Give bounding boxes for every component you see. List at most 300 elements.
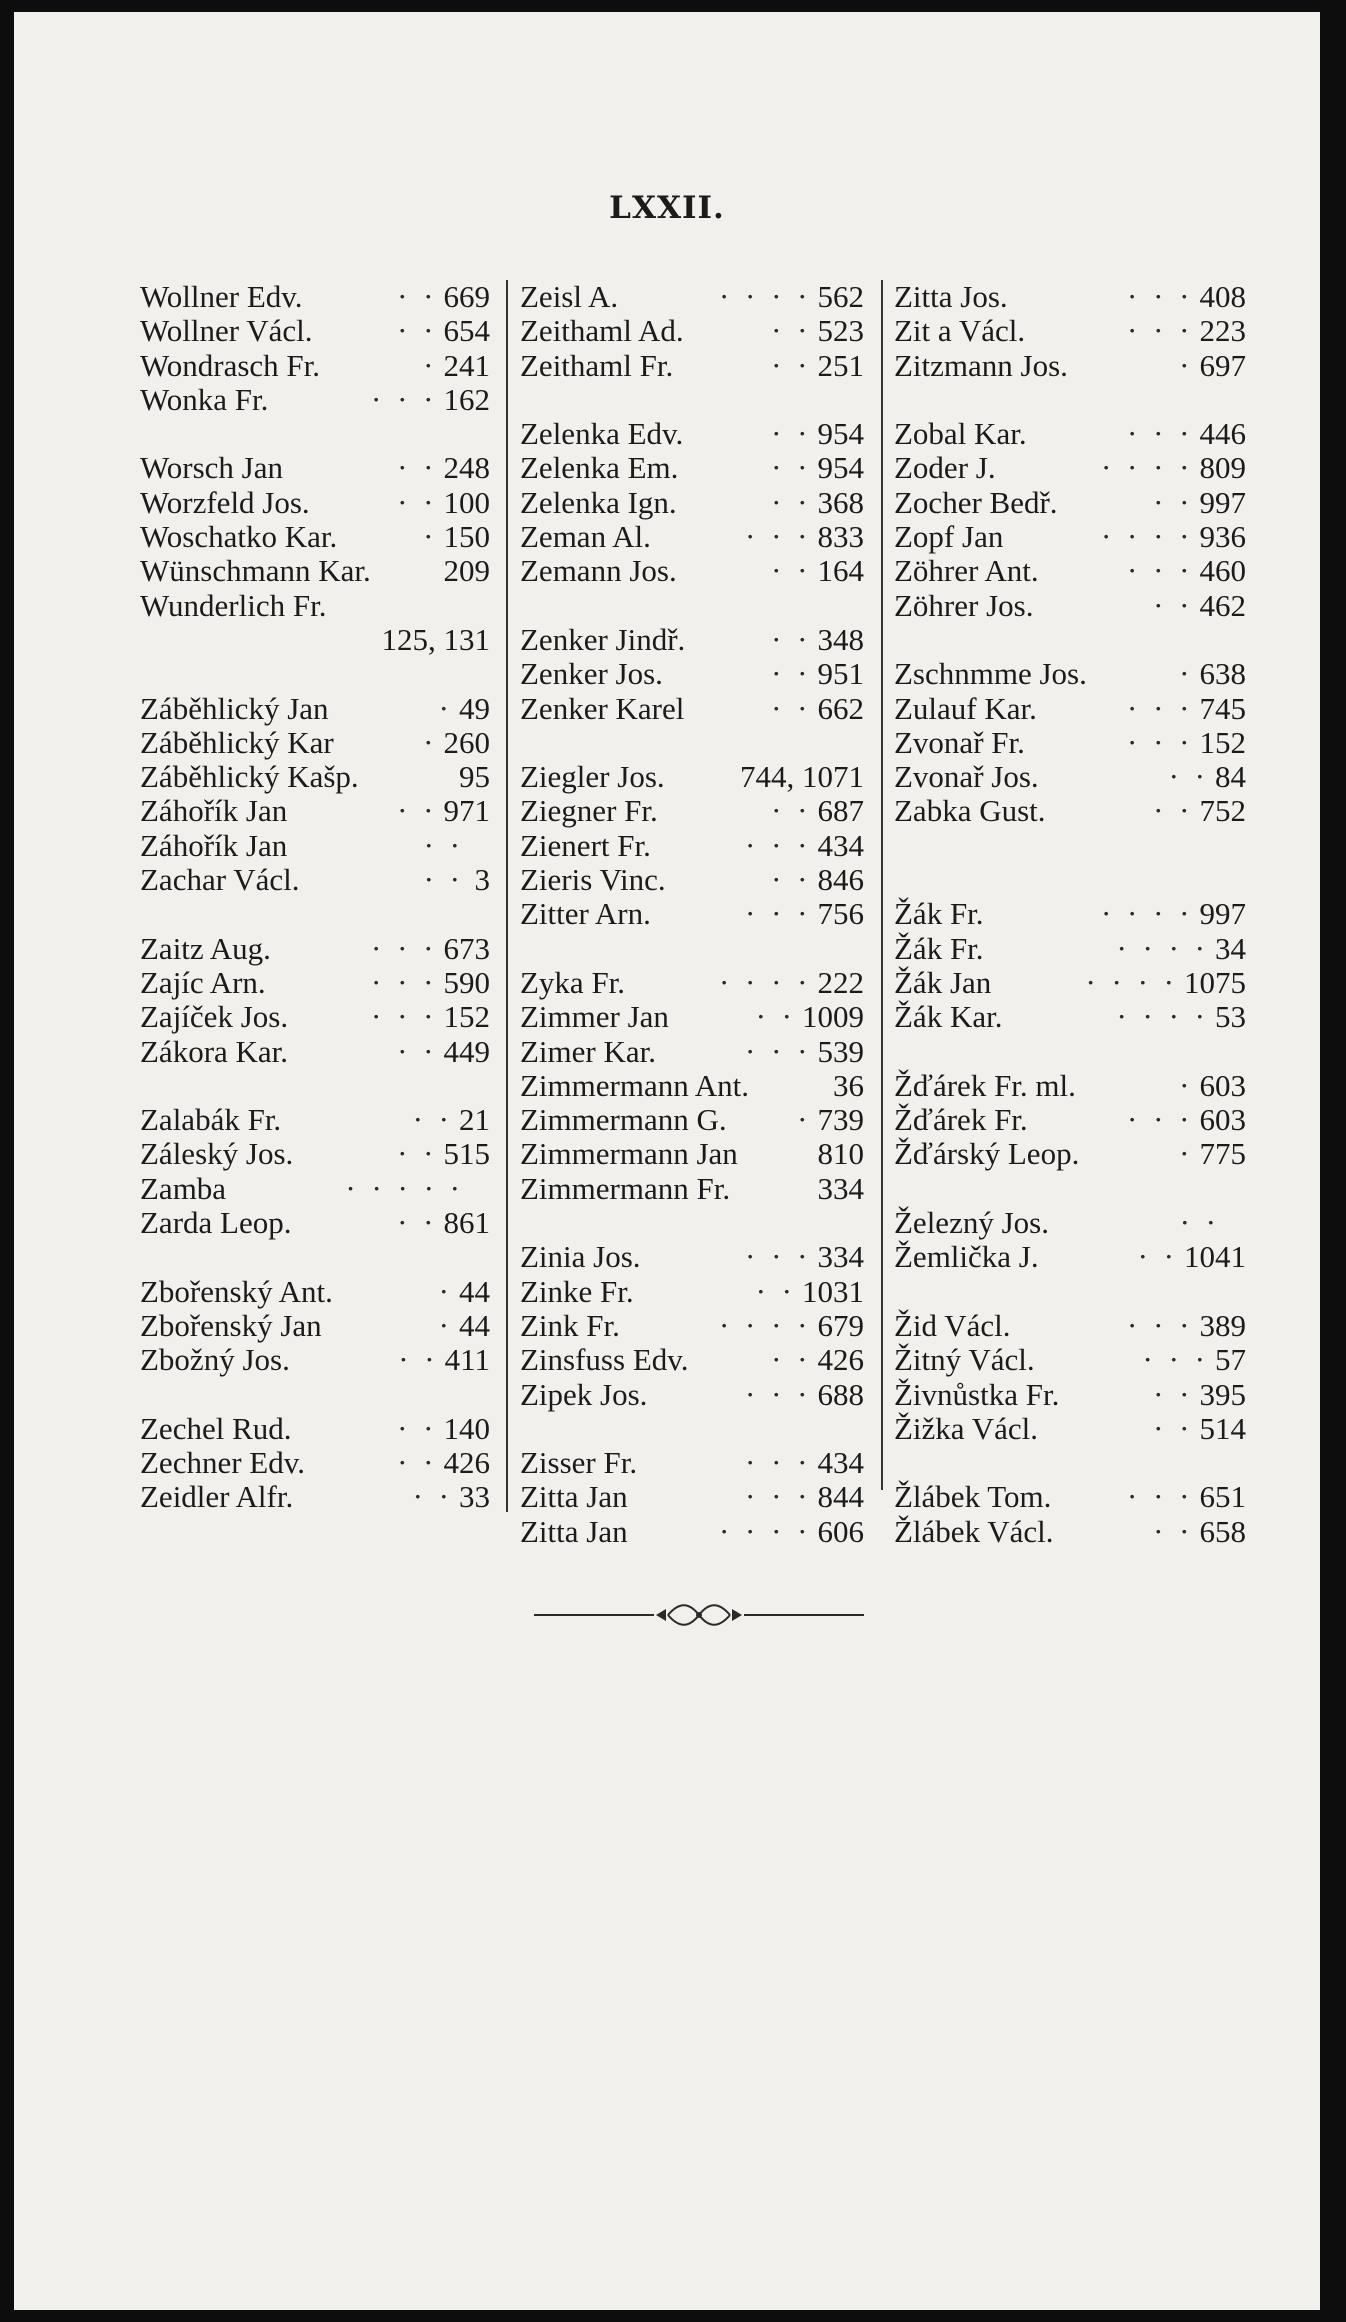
entry-leader-dots [730,1172,817,1206]
entry-leader-dots: · [1179,657,1194,692]
entry-page-number: 752 [1199,793,1246,829]
entry-name: Zobal Kar. [894,417,1027,452]
entry-name: Worsch Jan [140,451,283,486]
index-entry [520,1103,864,1137]
entry-leader-dots: · · [771,485,812,520]
entry-name: Zamba [140,1171,227,1206]
entry-page-number: 514 [1199,1410,1246,1446]
entry-page-number: 21 [459,1102,490,1138]
index-entry [520,520,864,554]
entry-leader-dots [520,589,844,623]
entry-page-number: 688 [817,1376,864,1412]
entry-name: Zitter Arn. [520,897,651,932]
entry-page-number: 84 [1215,759,1246,795]
entry-page-number [470,829,490,863]
entry-name: Zeman Al. [520,520,651,555]
entry-page-number: 673 [443,930,490,966]
entry-page-number [1226,1275,1246,1309]
entry-leader-dots [520,383,844,417]
entry-leader-dots: · · · [1127,314,1194,349]
entry-page-number [470,589,490,623]
entry-name: Zbožný Jos. [140,1343,290,1378]
entry-name: Wollner Václ. [140,314,313,349]
index-entry [894,1309,1246,1343]
index-entry [894,486,1246,520]
index-entry [520,794,864,828]
entry-leader-dots [140,1378,470,1412]
entry-page-number: 844 [817,1479,864,1515]
index-entry [894,280,1246,314]
index-entry [140,966,490,1000]
entry-name: Wünschmann Kar. [140,554,371,589]
index-entry [894,314,1246,348]
entry-name: Žák Fr. [894,897,984,932]
entry-name: Zenker Jindř. [520,622,686,657]
index-entry [520,1000,864,1034]
entry-page-number: 150 [443,519,490,555]
entry-name: Zulauf Kar. [894,691,1037,726]
column-divider-1 [506,280,508,1512]
index-entry [140,1275,490,1309]
index-entry [140,623,490,657]
entry-page-number: 95 [459,759,490,795]
entry-leader-dots: · · [397,485,438,520]
entry-name: Zitta Jan [520,1480,628,1515]
entry-name: Zimmermann Jan [520,1137,738,1172]
entry-name: Zisser Fr. [520,1446,638,1481]
entry-page-number: 260 [443,724,490,760]
index-entry [520,1240,864,1274]
entry-name: Zachar Václ. [140,863,300,898]
entry-page-number: 745 [1199,690,1246,726]
entry-name: Zitta Jos. [894,280,1008,314]
entry-name: Zit a Václ. [894,314,1026,349]
entry-leader-dots: · [1179,348,1194,383]
index-entry [894,451,1246,485]
entry-leader-dots: · · · · [718,965,812,1000]
entry-leader-dots: · · [423,828,464,863]
entry-page-number [1226,1446,1246,1480]
entry-page-number [844,726,864,760]
entry-leader-dots: · · [771,451,812,486]
entry-name: Žák Fr. [894,931,984,966]
entry-name: Žďárský Leop. [894,1137,1080,1172]
index-entry [520,451,864,485]
entry-page-number [844,932,864,966]
entry-name: Zenker Karel [520,691,685,726]
entry-leader-dots: · · [771,657,812,692]
index-entry [894,520,1246,554]
entry-name: Žďárek Fr. ml. [894,1068,1076,1103]
entry-leader-dots: · · · · [1116,931,1209,966]
entry-name: Zeithaml Fr. [520,348,674,383]
entry-leader-dots: · · [1153,1377,1194,1412]
entry-page-number: 697 [1199,347,1246,383]
entry-page-number: 36 [833,1067,864,1103]
index-entry [140,280,490,314]
entry-page-number [1226,1172,1246,1206]
index-entry [520,1069,864,1103]
entry-page-number: 951 [817,656,864,692]
entry-leader-dots: · · · [1127,1308,1194,1343]
entry-name: Zalabák Fr. [140,1103,282,1138]
index-entry [894,1275,1246,1309]
entry-page-number: 809 [1199,450,1246,486]
entry-leader-dots: · · · · [1116,1000,1209,1035]
index-entry [894,657,1246,691]
index-entry [894,589,1246,623]
index-entry [140,314,490,348]
entry-page-number [470,417,490,451]
entry-leader-dots: · · [398,1343,439,1378]
entry-page-number [844,1206,864,1240]
index-entry [520,692,864,726]
entry-leader-dots: · · [412,1480,453,1515]
index-entry [894,1137,1246,1171]
entry-name: Zinsfuss Edv. [520,1343,689,1378]
entry-leader-dots: · · [1137,1240,1178,1275]
entry-page-number: 100 [443,484,490,520]
index-entry [140,349,490,383]
entry-leader-dots: · [423,725,438,760]
index-entry [520,966,864,1000]
entry-name: Žlábek Tom. [894,1480,1052,1515]
entry-leader-dots [140,1240,470,1274]
entry-page-number: 861 [443,1205,490,1241]
index-entry [140,383,490,417]
entry-page-number: 460 [1199,553,1246,589]
index-entry [894,1240,1246,1274]
index-column-2 [520,280,864,1549]
entry-leader-dots: · · · [1127,417,1194,452]
index-entry [140,1137,490,1171]
entry-page-number: 57 [1215,1342,1246,1378]
entry-leader-dots: · · [1179,1206,1220,1241]
entry-page-number [470,1069,490,1103]
index-entry [894,1412,1246,1446]
entry-name: Wonka Fr. [140,382,269,417]
index-entry [520,1275,864,1309]
entry-leader-dots: · · [771,863,812,898]
entry-leader-dots: · · · [745,828,812,863]
index-entry [140,794,490,828]
entry-name: Železný Jos. [894,1206,1049,1241]
index-entry [520,1206,864,1240]
entry-page-number [470,897,490,931]
entry-leader-dots: · · · [1127,1103,1194,1138]
entry-leader-dots [894,863,1226,897]
entry-page-number: 395 [1199,1376,1246,1412]
entry-page-number: 462 [1199,587,1246,623]
index-entry [520,897,864,931]
entry-leader-dots: · · [1153,1411,1194,1446]
entry-page-number: 523 [817,313,864,349]
entry-leader-dots: · · · · [1100,897,1194,932]
entry-leader-dots: · [797,1103,812,1138]
index-entry [520,280,864,314]
entry-leader-dots: · · [1153,485,1194,520]
entry-leader-dots [140,417,470,451]
entry-leader-dots: · · [397,280,438,314]
entry-leader-dots: · · · · [1100,520,1194,555]
entry-page-number: 334 [817,1170,864,1206]
entry-name: Zimer Kar. [520,1034,657,1069]
index-entry [894,1343,1246,1377]
entry-page-number: 33 [459,1479,490,1515]
index-entry [520,554,864,588]
entry-name: Zyka Fr. [520,965,626,1000]
entry-name: Žitný Václ. [894,1343,1035,1378]
index-entry [520,383,864,417]
index-entry [520,314,864,348]
entry-page-number: 539 [817,1033,864,1069]
entry-leader-dots: · · · [371,382,438,417]
entry-name: Zeisl A. [520,280,619,314]
index-entry [520,589,864,623]
entry-page-number: 662 [817,690,864,726]
entry-name: Zajíček Jos. [140,1000,289,1035]
entry-leader-dots [894,829,1226,863]
entry-page-number: 1041 [1184,1239,1246,1275]
index-entry [520,1343,864,1377]
index-entry [894,897,1246,931]
entry-page-number: 152 [1199,724,1246,760]
entry-name: Žižka Václ. [894,1411,1039,1446]
entry-page-number: 44 [459,1273,490,1309]
entry-page-number: 744, 1071 [740,759,864,795]
entry-name: Zöhrer Ant. [894,554,1039,589]
index-entry [520,863,864,897]
entry-page-number: 348 [817,621,864,657]
entry-name: Zinia Jos. [520,1240,641,1275]
entry-leader-dots: · · [397,1206,438,1241]
index-entry [140,1412,490,1446]
entry-name: Žid Václ. [894,1308,1011,1343]
entry-name: Zbořenský Jan [140,1308,322,1343]
index-entry [140,417,490,451]
entry-name: Zimmermann Fr. [520,1171,731,1206]
entry-page-number: 846 [817,862,864,898]
index-entry [520,657,864,691]
entry-page-number: 562 [817,279,864,314]
entry-leader-dots: · · · · [718,1514,812,1549]
entry-leader-dots: · · · [745,897,812,932]
entry-name: Zipek Jos. [520,1377,648,1412]
entry-leader-dots: · · · [371,1000,438,1035]
entry-leader-dots: · [438,691,453,726]
index-entry [520,760,864,794]
entry-name: Zarda Leop. [140,1206,292,1241]
entry-leader-dots: · · [397,314,438,349]
entry-name: Zajíc Arn. [140,965,266,1000]
index-entry [140,554,490,588]
entry-leader-dots [738,1137,818,1171]
entry-page-number: 954 [817,450,864,486]
entry-page-number [844,1412,864,1446]
entry-page-number [1226,1206,1246,1240]
column-divider-2 [881,280,883,1490]
index-entry [894,1172,1246,1206]
entry-leader-dots: · · [771,417,812,452]
entry-page-number: 426 [817,1342,864,1378]
entry-page-number: 334 [817,1239,864,1275]
entry-page-number: 1009 [802,999,864,1035]
index-entry [520,417,864,451]
entry-page-number: 241 [443,347,490,383]
entry-leader-dots [894,1172,1226,1206]
index-entry [140,1378,490,1412]
entry-leader-dots: · · [771,348,812,383]
entry-leader-dots [140,657,470,691]
index-entry [140,486,490,520]
entry-page-number: 739 [817,1102,864,1138]
entry-leader-dots: · · [397,1411,438,1446]
entry-name: Zopf Jan [894,520,1004,555]
entry-name: Zákora Kar. [140,1034,289,1069]
entry-page-number [470,1378,490,1412]
entry-leader-dots: · [423,348,438,383]
entry-leader-dots: · · · [371,965,438,1000]
entry-page-number: 3 [474,862,490,898]
entry-page-number: 209 [443,553,490,589]
entry-page-number: 651 [1199,1479,1246,1515]
entry-name: Zocher Bedř. [894,485,1058,520]
entry-name: Zschnmme Jos. [894,657,1087,692]
entry-page-number: 997 [1199,484,1246,520]
entry-name: Wunderlich Fr. [140,588,327,623]
entry-page-number: 603 [1199,1102,1246,1138]
entry-leader-dots: · · · [1127,691,1194,726]
entry-page-number: 34 [1215,930,1246,966]
index-entry [894,829,1246,863]
entry-leader-dots: · · · [745,1480,812,1515]
entry-name: Worzfeld Jos. [140,485,310,520]
index-entry [140,451,490,485]
entry-page-number: 162 [443,381,490,417]
index-entry [140,1103,490,1137]
entry-leader-dots [894,1035,1226,1069]
entry-page-number: 658 [1199,1513,1246,1549]
entry-name: Zimmermann G. [520,1103,727,1138]
entry-leader-dots [520,932,844,966]
index-entry [140,760,490,794]
entry-page-number: 1031 [802,1273,864,1309]
entry-leader-dots: · · [397,1446,438,1481]
entry-leader-dots: · · [1153,1514,1194,1549]
decorative-ornament-icon [534,1600,864,1630]
entry-leader-dots: · · [1153,794,1194,829]
index-entry [140,1480,490,1514]
entry-name: Zemann Jos. [520,554,677,589]
entry-page-number: 654 [443,313,490,349]
entry-leader-dots [140,897,470,931]
entry-page-number: 164 [817,553,864,589]
entry-name: Zabka Gust. [894,794,1046,829]
index-entry [520,1378,864,1412]
entry-page-number [1226,829,1246,863]
entry-leader-dots: · · · [371,931,438,966]
entry-page-number: 434 [817,1445,864,1481]
entry-leader-dots: · · [397,1034,438,1069]
index-entry [894,1103,1246,1137]
entry-leader-dots [359,760,459,794]
entry-leader-dots: · · · [1127,725,1194,760]
index-entry [894,932,1246,966]
entry-name: Zvonař Jos. [894,760,1039,795]
index-entry [520,829,864,863]
entry-page-number: 44 [459,1307,490,1343]
entry-page-number [1226,383,1246,417]
index-entry [140,1446,490,1480]
entry-page-number: 997 [1199,896,1246,932]
entry-page-number [470,1240,490,1274]
entry-leader-dots [326,589,470,623]
index-entry [520,1412,864,1446]
entry-page-number [470,657,490,691]
index-entry [894,1515,1246,1549]
entry-page-number: 936 [1199,519,1246,555]
entry-leader-dots: · [1179,1068,1194,1103]
entry-name: Záběhlický Kar [140,725,334,760]
index-entry [140,1000,490,1034]
entry-leader-dots [894,383,1226,417]
entry-name: Zechner Edv. [140,1446,305,1481]
entry-page-number [1226,623,1246,657]
entry-page-number: 53 [1215,999,1246,1035]
entry-page-number [470,1172,490,1206]
index-entry [520,486,864,520]
index-entry [140,1309,490,1343]
entry-leader-dots: · · · [745,520,812,555]
entry-name: Zienert Fr. [520,828,651,863]
entry-leader-dots: · · [771,1343,812,1378]
entry-name: Záhořík Jan [140,828,288,863]
entry-name: Zbořenský Ant. [140,1274,333,1309]
index-entry [140,1240,490,1274]
entry-leader-dots [520,1206,844,1240]
entry-page-number: 449 [443,1033,490,1069]
entry-name: Záhořík Jan [140,794,288,829]
entry-name: Žák Kar. [894,1000,1003,1035]
index-entry [140,1343,490,1377]
entry-name: Záběhlický Kašp. [140,760,359,795]
entry-name: Wondrasch Fr. [140,348,321,383]
entry-leader-dots [371,554,444,588]
entry-page-number: 810 [817,1136,864,1172]
entry-page-number: 775 [1199,1136,1246,1172]
entry-leader-dots: · · · · · [345,1171,464,1206]
entry-page-number: 515 [443,1136,490,1172]
entry-page-number: 756 [817,896,864,932]
index-entry [520,1035,864,1069]
index-entry [894,863,1246,897]
entry-name: Zechel Rud. [140,1411,292,1446]
index-entry [520,1137,864,1171]
index-column-3 [894,280,1246,1549]
entry-leader-dots: · · [1153,588,1194,623]
entry-leader-dots: · · [397,451,438,486]
entry-page-number: 833 [817,519,864,555]
index-entry [894,349,1246,383]
entry-page-number: 248 [443,450,490,486]
entry-page-number [844,589,864,623]
index-entry [894,623,1246,657]
index-entry [140,692,490,726]
entry-name: Zeidler Alfr. [140,1480,294,1515]
index-entry [894,692,1246,726]
index-entry [520,932,864,966]
entry-leader-dots: · · [771,691,812,726]
